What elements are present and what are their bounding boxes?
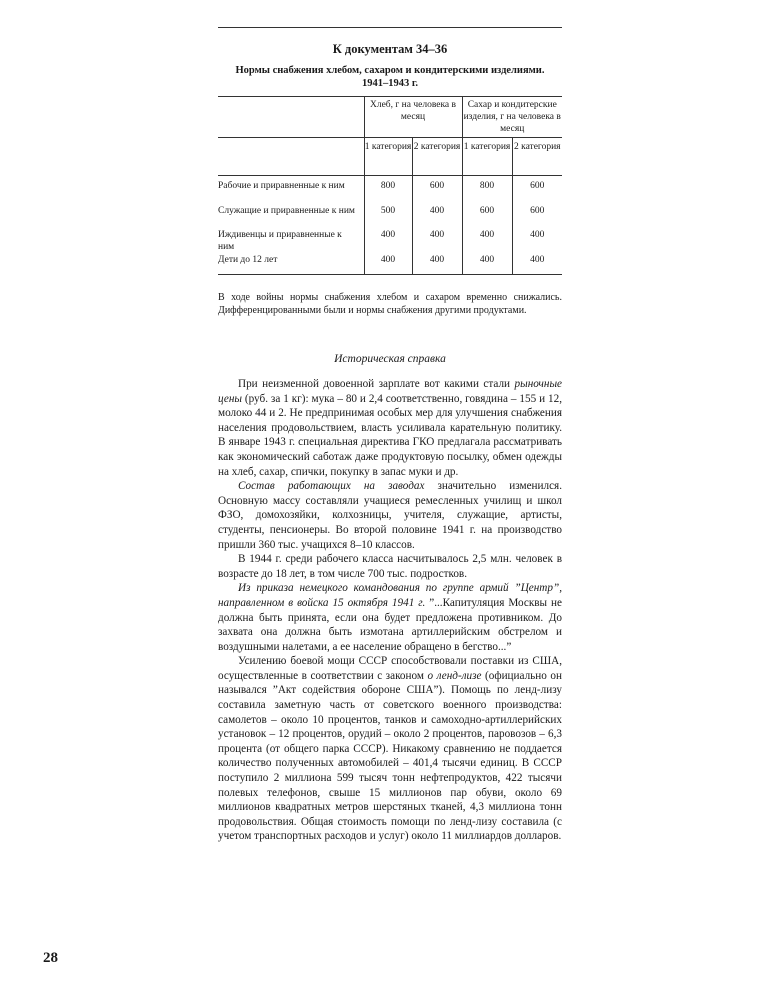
cell-value: 800 xyxy=(364,176,412,205)
paragraph xyxy=(218,552,562,581)
paragraph-text: ”...Капитуляция Москвы не должна быть принята, если она будет предложена противником. До захвата она должна быть измотана артиллерийским обстрелом и воздушными налетами, а ее население обращено в бегство...” xyxy=(218,596,562,653)
paragraph xyxy=(218,654,562,844)
table-row xyxy=(218,254,562,275)
cell-value: 600 xyxy=(512,176,562,205)
cell-value: 400 xyxy=(512,254,562,275)
paragraph-text: При неизменной довоенной зарплате вот какими стали xyxy=(238,378,515,390)
sub-header: 2 категория xyxy=(412,138,462,176)
table-corner-cell-2 xyxy=(218,138,364,176)
paragraph-text: (руб. за 1 кг): мука – 80 и 2,4 соответственно, говядина – 155 и 12, молоко 44 и 2. Не предпринимая особых мер для улучшения снабжения населения продовольствием, власть усиливала карательную политику. В январе 1943 г. специальная директива ГКО предлагала рассматривать как экономический саботаж даже продуктовую посылку, обмен одежды на хлеб, сахар, спички, покупку в запас муки и др. xyxy=(218,392,562,478)
table-row xyxy=(218,229,562,254)
sub-header: 1 категория xyxy=(462,138,512,176)
page-number: 28 xyxy=(43,950,58,966)
row-label: Служащие и приравненные к ним xyxy=(218,205,355,216)
sub-header: 1 категория xyxy=(364,138,412,176)
cell-value: 400 xyxy=(364,254,412,275)
cell-value: 600 xyxy=(462,205,512,230)
table-row xyxy=(218,176,562,205)
table-row xyxy=(218,205,562,230)
bread-group-header: Хлеб, г на человека в месяц xyxy=(364,97,462,138)
cell-value: 400 xyxy=(412,205,462,230)
sugar-group-header: Сахар и кондитерские изделия, г на человека в месяц xyxy=(462,97,562,138)
cell-value: 400 xyxy=(412,254,462,275)
cell-value: 400 xyxy=(512,229,562,254)
paragraph-text: Усилению боевой мощи СССР способствовали поставки из США, осуществленные в соответствии с законом xyxy=(218,655,562,682)
cell-value: 600 xyxy=(512,205,562,230)
cell-value: 400 xyxy=(412,229,462,254)
row-label: Рабочие и приравненные к ним xyxy=(218,181,345,191)
cell-value: 600 xyxy=(412,176,462,205)
table-caption xyxy=(218,64,562,90)
paragraph-text: (официально он назывался ”Акт содействия обороне США”). Помощь по ленд-лизу составила заметную часть от советского военного производства: самолетов – около 10 процентов, танков и самоходно-артиллерийских установок – 12 процентов, орудий – около 2 процентов, паровозов – 6,3 процента (от общего парка СССР). Никакому сравнению не поддается количество полученных автомобилей – 401,4 тысячи единиц. В СССР поступило 2 миллиона 599 тысяч тонн нефтепродуктов, 422 тысячи полевых телефонов, свыше 15 миллионов пар обуви, около 69 миллионов квадратных метров шерстяных тканей, 4,3 миллиона тонн продовольствия. Общая стоимость помощи по ленд-лизу составила (с учетом транспортных расходов и услуг) около 11 миллиардов долларов. xyxy=(218,669,562,843)
paragraph-emphasis: Состав работающих на заводах xyxy=(238,480,425,493)
paragraph-emphasis: Из приказа немецкого командования по группе армий ”Центр”, направленном в войска 15 октября 1941 г. xyxy=(218,582,562,609)
cell-value: 400 xyxy=(462,229,512,254)
cell-value: 800 xyxy=(462,176,512,205)
cell-value: 500 xyxy=(364,205,412,230)
row-label: Дети до 12 лет xyxy=(218,254,364,275)
paragraph-emphasis: рыночные цены xyxy=(218,378,562,405)
paragraph-emphasis: о ленд-лизе xyxy=(427,669,482,682)
row-label: Иждивенцы и приравненные к ним xyxy=(218,230,342,252)
paragraph xyxy=(218,479,562,552)
paragraph-text: В 1944 г. среди рабочего класса насчитывалось 2,5 млн. человек в возрасте до 18 лет, в том числе 700 тыс. подростков. xyxy=(218,553,562,580)
historical-note-body xyxy=(218,377,562,844)
paragraph xyxy=(218,581,562,654)
paragraph xyxy=(218,377,562,479)
paragraph-text: значительно изменился. Основную массу составляли учащиеся ремесленных училищ и школ ФЗО, домохозяйки, колхозницы, учителя, служащие, артисты, студенты, пенсионеры. Во второй половине 1941 г. на производство пришли 360 тыс. учащихся 8–10 классов. xyxy=(218,480,563,551)
cell-value: 400 xyxy=(364,229,412,254)
table-caption-line2: 1941–1943 г. xyxy=(361,78,419,89)
top-rule xyxy=(218,27,562,28)
table-note: В ходе войны нормы снабжения хлебом и сахаром временно снижались. Дифференцированными были и нормы снабжения другими продуктами. xyxy=(218,292,562,316)
sub-header: 2 категория xyxy=(512,138,562,176)
table-caption-line1: Нормы снабжения хлебом, сахаром и кондитерскими изделиями. xyxy=(235,65,545,76)
table-corner-cell xyxy=(218,97,364,138)
section-title: Историческая справка xyxy=(334,353,446,365)
document-title: К документам 34–36 xyxy=(332,42,448,56)
supply-norms-table xyxy=(218,96,562,275)
cell-value: 400 xyxy=(462,254,512,275)
